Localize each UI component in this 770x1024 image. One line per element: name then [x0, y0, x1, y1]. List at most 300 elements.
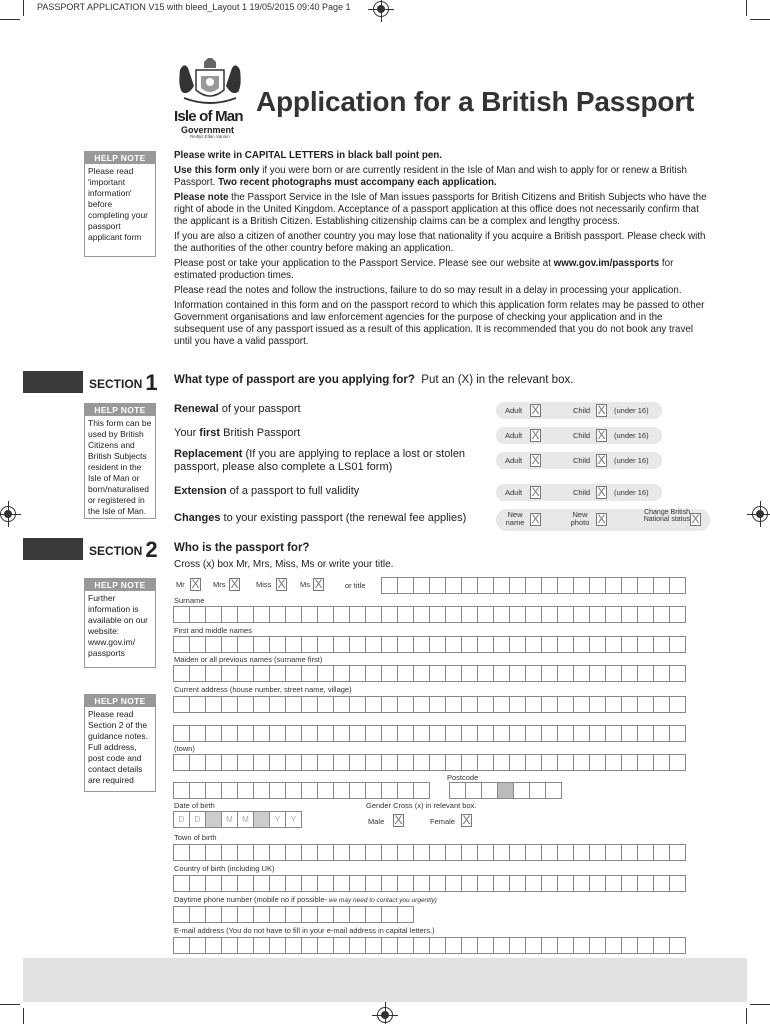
character-cell[interactable]: [333, 606, 350, 623]
date-of-birth-cell[interactable]: Y: [285, 811, 302, 828]
character-cell[interactable]: [221, 782, 238, 799]
character-cell[interactable]: [269, 754, 286, 771]
character-cell[interactable]: [509, 844, 526, 861]
character-cell[interactable]: [317, 754, 334, 771]
date-of-birth-cell[interactable]: [253, 811, 270, 828]
character-cell[interactable]: [269, 606, 286, 623]
character-cell[interactable]: [525, 577, 542, 594]
character-cell[interactable]: [285, 937, 302, 954]
character-cell[interactable]: [317, 782, 334, 799]
character-cell[interactable]: [669, 754, 686, 771]
character-cell[interactable]: [461, 844, 478, 861]
character-cell[interactable]: [173, 725, 190, 742]
maiden-names-input[interactable]: [173, 665, 685, 682]
character-cell[interactable]: [333, 754, 350, 771]
character-cell[interactable]: [669, 665, 686, 682]
character-cell[interactable]: [301, 875, 318, 892]
character-cell[interactable]: [477, 606, 494, 623]
character-cell[interactable]: [253, 606, 270, 623]
character-cell[interactable]: [189, 782, 206, 799]
character-cell[interactable]: [205, 844, 222, 861]
character-cell[interactable]: [637, 606, 654, 623]
character-cell[interactable]: [365, 782, 382, 799]
adult-checkbox[interactable]: X: [531, 453, 540, 467]
character-cell[interactable]: [445, 696, 462, 713]
character-cell[interactable]: [477, 636, 494, 653]
character-cell[interactable]: [221, 606, 238, 623]
character-cell[interactable]: [445, 665, 462, 682]
character-cell[interactable]: [189, 937, 206, 954]
character-cell[interactable]: [317, 906, 334, 923]
character-cell[interactable]: [381, 636, 398, 653]
character-cell[interactable]: [541, 937, 558, 954]
character-cell[interactable]: [605, 725, 622, 742]
character-cell[interactable]: [493, 754, 510, 771]
character-cell[interactable]: [397, 937, 414, 954]
character-cell[interactable]: [573, 577, 590, 594]
character-cell[interactable]: [477, 725, 494, 742]
character-cell[interactable]: [205, 696, 222, 713]
character-cell[interactable]: [365, 875, 382, 892]
character-cell[interactable]: [493, 875, 510, 892]
character-cell[interactable]: [445, 844, 462, 861]
character-cell[interactable]: [253, 725, 270, 742]
character-cell[interactable]: [301, 696, 318, 713]
character-cell[interactable]: [333, 696, 350, 713]
character-cell[interactable]: [301, 782, 318, 799]
character-cell[interactable]: [541, 754, 558, 771]
character-cell[interactable]: [413, 875, 430, 892]
character-cell[interactable]: [205, 725, 222, 742]
character-cell[interactable]: [621, 875, 638, 892]
character-cell[interactable]: [477, 696, 494, 713]
character-cell[interactable]: [237, 636, 254, 653]
character-cell[interactable]: [525, 937, 542, 954]
character-cell[interactable]: [285, 636, 302, 653]
character-cell[interactable]: [301, 636, 318, 653]
character-cell[interactable]: [333, 906, 350, 923]
character-cell[interactable]: [397, 665, 414, 682]
character-cell[interactable]: [269, 696, 286, 713]
character-cell[interactable]: [669, 875, 686, 892]
character-cell[interactable]: [301, 844, 318, 861]
character-cell[interactable]: [397, 606, 414, 623]
character-cell[interactable]: [429, 875, 446, 892]
character-cell[interactable]: [621, 725, 638, 742]
character-cell[interactable]: [413, 577, 430, 594]
character-cell[interactable]: [413, 754, 430, 771]
change-nationality-checkbox[interactable]: X: [691, 512, 700, 526]
character-cell[interactable]: [513, 782, 530, 799]
adult-checkbox[interactable]: X: [531, 403, 540, 417]
character-cell[interactable]: [445, 606, 462, 623]
character-cell[interactable]: [365, 725, 382, 742]
character-cell[interactable]: [429, 844, 446, 861]
character-cell[interactable]: [653, 636, 670, 653]
character-cell[interactable]: [333, 844, 350, 861]
character-cell[interactable]: [477, 844, 494, 861]
character-cell[interactable]: [653, 875, 670, 892]
address-input-line-2[interactable]: [173, 725, 685, 742]
character-cell[interactable]: [497, 782, 514, 799]
character-cell[interactable]: [381, 937, 398, 954]
character-cell[interactable]: [621, 754, 638, 771]
character-cell[interactable]: [589, 606, 606, 623]
character-cell[interactable]: [573, 665, 590, 682]
character-cell[interactable]: [189, 844, 206, 861]
date-of-birth-cell[interactable]: [205, 811, 222, 828]
character-cell[interactable]: [253, 636, 270, 653]
date-of-birth-cell[interactable]: Y: [269, 811, 286, 828]
character-cell[interactable]: [621, 937, 638, 954]
character-cell[interactable]: [589, 754, 606, 771]
character-cell[interactable]: [237, 696, 254, 713]
character-cell[interactable]: [365, 665, 382, 682]
character-cell[interactable]: [461, 937, 478, 954]
date-of-birth-cell[interactable]: D: [189, 811, 206, 828]
character-cell[interactable]: [605, 636, 622, 653]
character-cell[interactable]: [545, 782, 562, 799]
character-cell[interactable]: [557, 754, 574, 771]
character-cell[interactable]: [269, 665, 286, 682]
character-cell[interactable]: [221, 725, 238, 742]
character-cell[interactable]: [573, 725, 590, 742]
character-cell[interactable]: [509, 636, 526, 653]
character-cell[interactable]: [253, 844, 270, 861]
character-cell[interactable]: [349, 636, 366, 653]
character-cell[interactable]: [205, 665, 222, 682]
character-cell[interactable]: [525, 875, 542, 892]
character-cell[interactable]: [509, 577, 526, 594]
character-cell[interactable]: [445, 577, 462, 594]
character-cell[interactable]: [221, 937, 238, 954]
character-cell[interactable]: [429, 606, 446, 623]
character-cell[interactable]: [397, 906, 414, 923]
character-cell[interactable]: [449, 782, 466, 799]
date-of-birth-cell[interactable]: M: [237, 811, 254, 828]
character-cell[interactable]: [317, 606, 334, 623]
character-cell[interactable]: [477, 875, 494, 892]
character-cell[interactable]: [253, 875, 270, 892]
character-cell[interactable]: [445, 754, 462, 771]
character-cell[interactable]: [509, 725, 526, 742]
character-cell[interactable]: [349, 606, 366, 623]
character-cell[interactable]: [621, 844, 638, 861]
character-cell[interactable]: [573, 937, 590, 954]
character-cell[interactable]: [429, 937, 446, 954]
character-cell[interactable]: [573, 606, 590, 623]
character-cell[interactable]: [509, 665, 526, 682]
character-cell[interactable]: [509, 937, 526, 954]
character-cell[interactable]: [285, 906, 302, 923]
character-cell[interactable]: [237, 906, 254, 923]
character-cell[interactable]: [397, 725, 414, 742]
character-cell[interactable]: [669, 725, 686, 742]
character-cell[interactable]: [253, 754, 270, 771]
character-cell[interactable]: [541, 577, 558, 594]
character-cell[interactable]: [461, 875, 478, 892]
character-cell[interactable]: [445, 636, 462, 653]
character-cell[interactable]: [349, 754, 366, 771]
character-cell[interactable]: [525, 725, 542, 742]
character-cell[interactable]: [653, 606, 670, 623]
character-cell[interactable]: [173, 875, 190, 892]
character-cell[interactable]: [557, 636, 574, 653]
character-cell[interactable]: [541, 844, 558, 861]
character-cell[interactable]: [573, 636, 590, 653]
character-cell[interactable]: [669, 606, 686, 623]
character-cell[interactable]: [221, 665, 238, 682]
character-cell[interactable]: [541, 875, 558, 892]
character-cell[interactable]: [317, 937, 334, 954]
character-cell[interactable]: [221, 696, 238, 713]
character-cell[interactable]: [301, 665, 318, 682]
character-cell[interactable]: [413, 696, 430, 713]
character-cell[interactable]: [381, 754, 398, 771]
character-cell[interactable]: [205, 937, 222, 954]
character-cell[interactable]: [285, 665, 302, 682]
character-cell[interactable]: [589, 696, 606, 713]
character-cell[interactable]: [189, 665, 206, 682]
character-cell[interactable]: [413, 636, 430, 653]
character-cell[interactable]: [269, 906, 286, 923]
character-cell[interactable]: [637, 875, 654, 892]
character-cell[interactable]: [557, 696, 574, 713]
character-cell[interactable]: [317, 725, 334, 742]
character-cell[interactable]: [477, 754, 494, 771]
character-cell[interactable]: [477, 937, 494, 954]
character-cell[interactable]: [237, 782, 254, 799]
character-cell[interactable]: [573, 696, 590, 713]
character-cell[interactable]: [333, 937, 350, 954]
character-cell[interactable]: [269, 937, 286, 954]
character-cell[interactable]: [477, 665, 494, 682]
character-cell[interactable]: [349, 665, 366, 682]
character-cell[interactable]: [605, 606, 622, 623]
character-cell[interactable]: [429, 696, 446, 713]
character-cell[interactable]: [349, 906, 366, 923]
character-cell[interactable]: [381, 725, 398, 742]
character-cell[interactable]: [173, 665, 190, 682]
character-cell[interactable]: [557, 937, 574, 954]
character-cell[interactable]: [349, 844, 366, 861]
character-cell[interactable]: [237, 665, 254, 682]
character-cell[interactable]: [285, 606, 302, 623]
character-cell[interactable]: [205, 906, 222, 923]
character-cell[interactable]: [397, 696, 414, 713]
character-cell[interactable]: [365, 754, 382, 771]
character-cell[interactable]: [573, 754, 590, 771]
child-checkbox[interactable]: X: [597, 428, 606, 442]
character-cell[interactable]: [205, 754, 222, 771]
character-cell[interactable]: [557, 875, 574, 892]
character-cell[interactable]: [605, 754, 622, 771]
character-cell[interactable]: [653, 754, 670, 771]
character-cell[interactable]: [237, 844, 254, 861]
character-cell[interactable]: [189, 906, 206, 923]
character-cell[interactable]: [413, 844, 430, 861]
character-cell[interactable]: [637, 937, 654, 954]
email-input[interactable]: [173, 937, 685, 954]
character-cell[interactable]: [333, 665, 350, 682]
character-cell[interactable]: [637, 636, 654, 653]
title-ms-checkbox[interactable]: X: [314, 577, 323, 591]
character-cell[interactable]: [365, 844, 382, 861]
postcode-input[interactable]: [449, 782, 561, 799]
character-cell[interactable]: [317, 875, 334, 892]
title-mr-checkbox[interactable]: X: [191, 577, 200, 591]
character-cell[interactable]: [589, 844, 606, 861]
character-cell[interactable]: [621, 696, 638, 713]
character-cell[interactable]: [429, 665, 446, 682]
character-cell[interactable]: [461, 606, 478, 623]
character-cell[interactable]: [269, 636, 286, 653]
character-cell[interactable]: [445, 937, 462, 954]
child-checkbox[interactable]: X: [597, 485, 606, 499]
character-cell[interactable]: [589, 577, 606, 594]
adult-checkbox[interactable]: X: [531, 428, 540, 442]
character-cell[interactable]: [205, 606, 222, 623]
character-cell[interactable]: [189, 754, 206, 771]
character-cell[interactable]: [397, 636, 414, 653]
character-cell[interactable]: [189, 636, 206, 653]
character-cell[interactable]: [413, 725, 430, 742]
character-cell[interactable]: [253, 782, 270, 799]
character-cell[interactable]: [605, 875, 622, 892]
character-cell[interactable]: [237, 606, 254, 623]
female-checkbox[interactable]: X: [462, 813, 471, 827]
character-cell[interactable]: [461, 577, 478, 594]
character-cell[interactable]: [269, 725, 286, 742]
character-cell[interactable]: [525, 844, 542, 861]
date-of-birth-cell[interactable]: D: [173, 811, 190, 828]
character-cell[interactable]: [493, 696, 510, 713]
character-cell[interactable]: [605, 937, 622, 954]
male-checkbox[interactable]: X: [394, 813, 403, 827]
character-cell[interactable]: [509, 875, 526, 892]
date-of-birth-input[interactable]: [173, 811, 301, 828]
adult-checkbox[interactable]: X: [531, 485, 540, 499]
character-cell[interactable]: [413, 606, 430, 623]
character-cell[interactable]: [285, 725, 302, 742]
character-cell[interactable]: [461, 696, 478, 713]
character-cell[interactable]: [205, 875, 222, 892]
character-cell[interactable]: [669, 696, 686, 713]
country-of-birth-input[interactable]: [173, 875, 685, 892]
character-cell[interactable]: [285, 754, 302, 771]
character-cell[interactable]: [253, 665, 270, 682]
character-cell[interactable]: [653, 577, 670, 594]
character-cell[interactable]: [481, 782, 498, 799]
town-input[interactable]: [173, 754, 685, 771]
character-cell[interactable]: [365, 636, 382, 653]
character-cell[interactable]: [465, 782, 482, 799]
character-cell[interactable]: [621, 665, 638, 682]
character-cell[interactable]: [237, 754, 254, 771]
character-cell[interactable]: [173, 844, 190, 861]
character-cell[interactable]: [333, 636, 350, 653]
character-cell[interactable]: [173, 696, 190, 713]
character-cell[interactable]: [349, 725, 366, 742]
character-cell[interactable]: [381, 844, 398, 861]
character-cell[interactable]: [637, 577, 654, 594]
character-cell[interactable]: [381, 782, 398, 799]
character-cell[interactable]: [237, 875, 254, 892]
character-cell[interactable]: [669, 636, 686, 653]
character-cell[interactable]: [253, 906, 270, 923]
character-cell[interactable]: [525, 606, 542, 623]
first-names-input[interactable]: [173, 636, 685, 653]
character-cell[interactable]: [557, 577, 574, 594]
character-cell[interactable]: [333, 782, 350, 799]
character-cell[interactable]: [365, 937, 382, 954]
character-cell[interactable]: [317, 636, 334, 653]
character-cell[interactable]: [637, 844, 654, 861]
character-cell[interactable]: [317, 844, 334, 861]
character-cell[interactable]: [237, 937, 254, 954]
character-cell[interactable]: [317, 665, 334, 682]
character-cell[interactable]: [365, 606, 382, 623]
character-cell[interactable]: [525, 636, 542, 653]
character-cell[interactable]: [173, 937, 190, 954]
character-cell[interactable]: [493, 606, 510, 623]
character-cell[interactable]: [221, 754, 238, 771]
character-cell[interactable]: [269, 844, 286, 861]
character-cell[interactable]: [493, 665, 510, 682]
character-cell[interactable]: [397, 875, 414, 892]
character-cell[interactable]: [605, 665, 622, 682]
character-cell[interactable]: [509, 754, 526, 771]
character-cell[interactable]: [189, 696, 206, 713]
character-cell[interactable]: [301, 906, 318, 923]
character-cell[interactable]: [285, 696, 302, 713]
character-cell[interactable]: [285, 782, 302, 799]
postcode-filler-input[interactable]: [173, 782, 429, 799]
child-checkbox[interactable]: X: [597, 453, 606, 467]
character-cell[interactable]: [285, 875, 302, 892]
character-cell[interactable]: [429, 725, 446, 742]
character-cell[interactable]: [269, 875, 286, 892]
character-cell[interactable]: [653, 937, 670, 954]
character-cell[interactable]: [493, 937, 510, 954]
title-mrs-checkbox[interactable]: X: [230, 577, 239, 591]
character-cell[interactable]: [461, 725, 478, 742]
character-cell[interactable]: [333, 725, 350, 742]
character-cell[interactable]: [253, 696, 270, 713]
character-cell[interactable]: [349, 782, 366, 799]
character-cell[interactable]: [493, 577, 510, 594]
character-cell[interactable]: [205, 636, 222, 653]
character-cell[interactable]: [237, 725, 254, 742]
character-cell[interactable]: [301, 754, 318, 771]
character-cell[interactable]: [429, 754, 446, 771]
character-cell[interactable]: [557, 665, 574, 682]
character-cell[interactable]: [221, 906, 238, 923]
character-cell[interactable]: [509, 606, 526, 623]
character-cell[interactable]: [269, 782, 286, 799]
character-cell[interactable]: [509, 696, 526, 713]
character-cell[interactable]: [637, 754, 654, 771]
character-cell[interactable]: [317, 696, 334, 713]
character-cell[interactable]: [637, 696, 654, 713]
character-cell[interactable]: [397, 844, 414, 861]
character-cell[interactable]: [189, 725, 206, 742]
character-cell[interactable]: [621, 636, 638, 653]
character-cell[interactable]: [301, 725, 318, 742]
character-cell[interactable]: [557, 725, 574, 742]
character-cell[interactable]: [541, 696, 558, 713]
character-cell[interactable]: [365, 906, 382, 923]
